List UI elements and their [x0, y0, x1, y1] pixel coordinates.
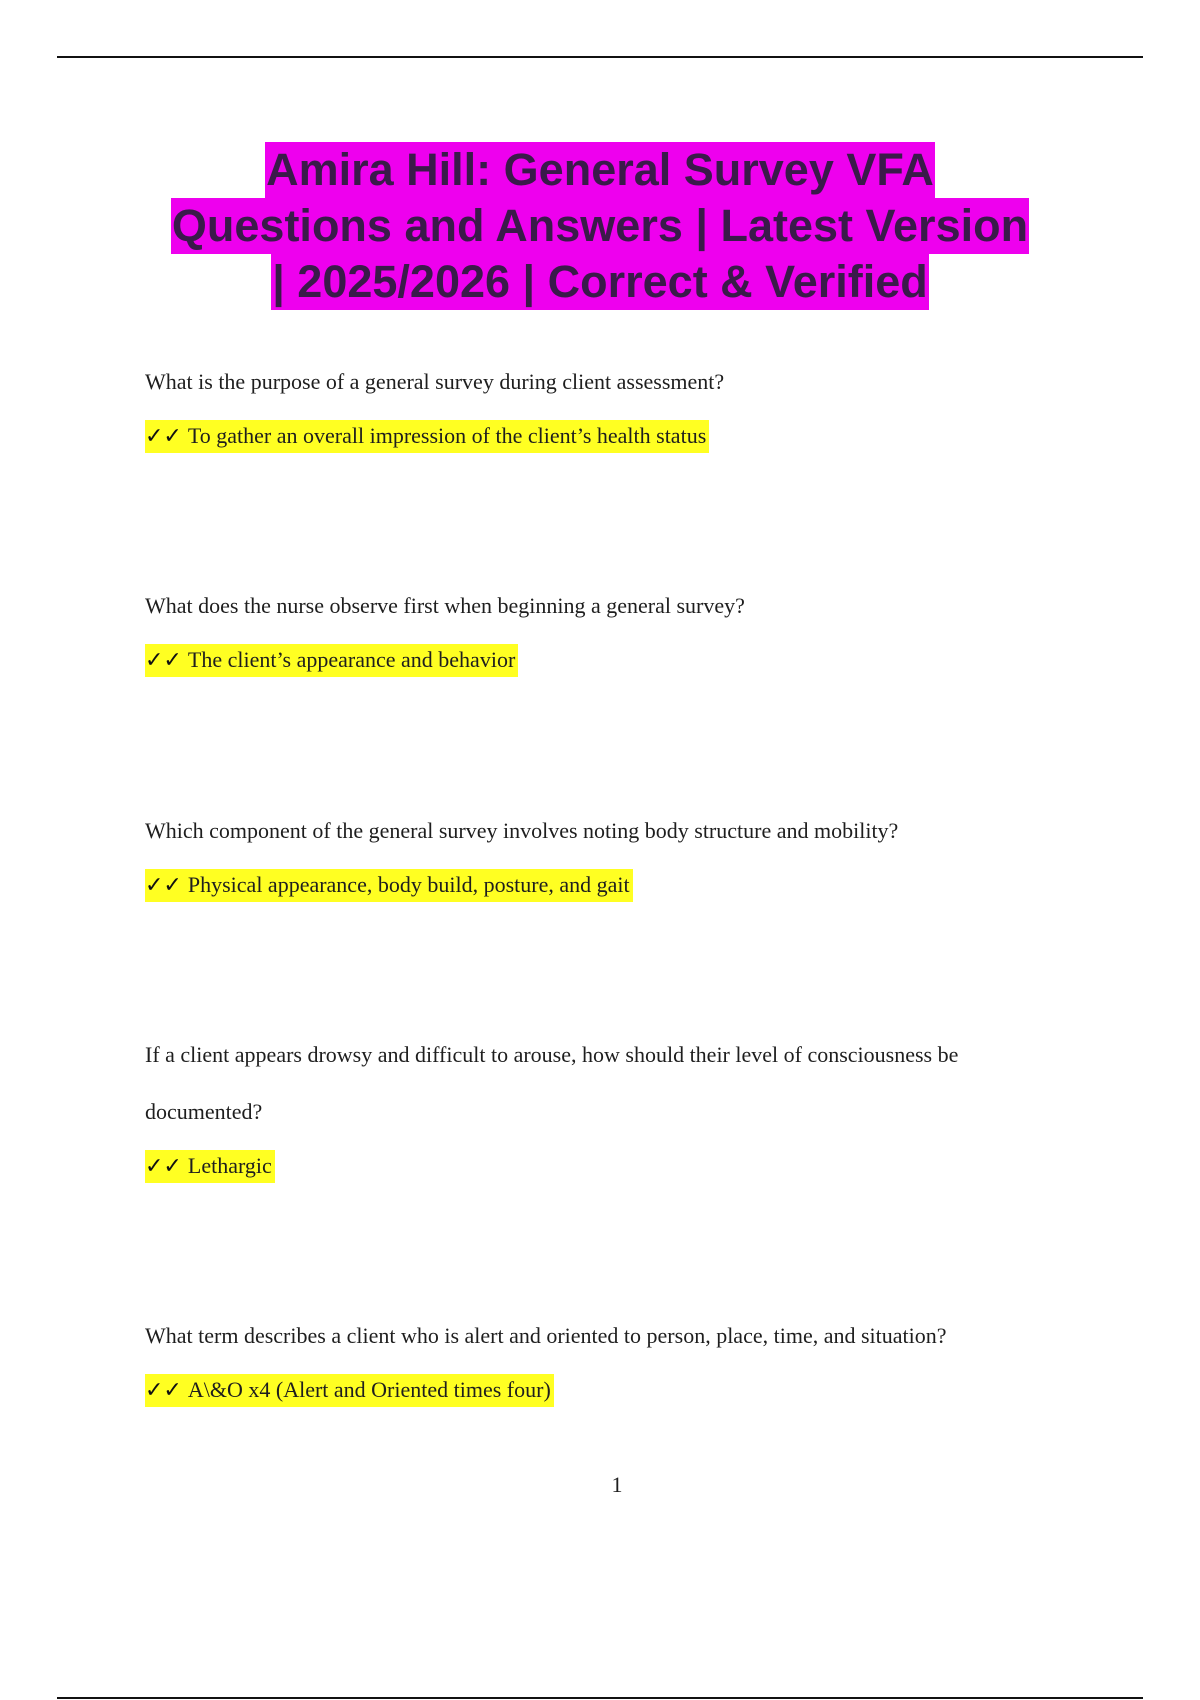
answer-text: The client’s appearance and behavior	[187, 647, 516, 672]
answer-highlight	[145, 1374, 554, 1407]
answer-text: Physical appearance, body build, posture, and gait	[187, 872, 630, 897]
top-rule	[57, 56, 1143, 58]
title-line-2: Questions and Answers | Latest Version	[171, 198, 1029, 254]
double-check-icon: ✓✓	[145, 1154, 182, 1179]
qa-item-5	[145, 1307, 1065, 1407]
double-check-icon: ✓✓	[145, 424, 182, 449]
answer-text: A\&O x4 (Alert and Oriented times four)	[187, 1377, 551, 1402]
document-title	[60, 142, 1140, 310]
answer-highlight	[145, 1150, 275, 1183]
question-text: What is the purpose of a general survey during client assessment?	[145, 369, 725, 394]
question-text: If a client appears drowsy and difficult to arouse, how should their level of consciousness be	[145, 1042, 959, 1067]
double-check-icon: ✓✓	[145, 1378, 182, 1403]
question-text: What does the nurse observe first when beginning a general survey?	[145, 593, 745, 618]
answer-highlight	[145, 420, 709, 453]
question-text: What term describes a client who is alert and oriented to person, place, time, and situation?	[145, 1323, 947, 1348]
qa-item-2	[145, 577, 1065, 677]
title-line-3: | 2025/2026 | Correct & Verified	[271, 254, 929, 310]
bottom-rule	[57, 1697, 1143, 1699]
title-line-1: Amira Hill: General Survey VFA	[265, 142, 935, 198]
question-text: Which component of the general survey involves noting body structure and mobility?	[145, 818, 899, 843]
qa-item-1	[145, 353, 1065, 453]
page-number: 1	[611, 1472, 623, 1497]
question-text-continued: documented?	[145, 1099, 263, 1124]
double-check-icon: ✓✓	[145, 873, 182, 898]
answer-highlight	[145, 644, 518, 677]
answer-text: Lethargic	[187, 1153, 272, 1178]
answer-text: To gather an overall impression of the client’s health status	[187, 423, 707, 448]
answer-highlight	[145, 869, 633, 902]
qa-item-4	[145, 1026, 1065, 1183]
qa-item-3	[145, 802, 1065, 902]
double-check-icon: ✓✓	[145, 648, 182, 673]
